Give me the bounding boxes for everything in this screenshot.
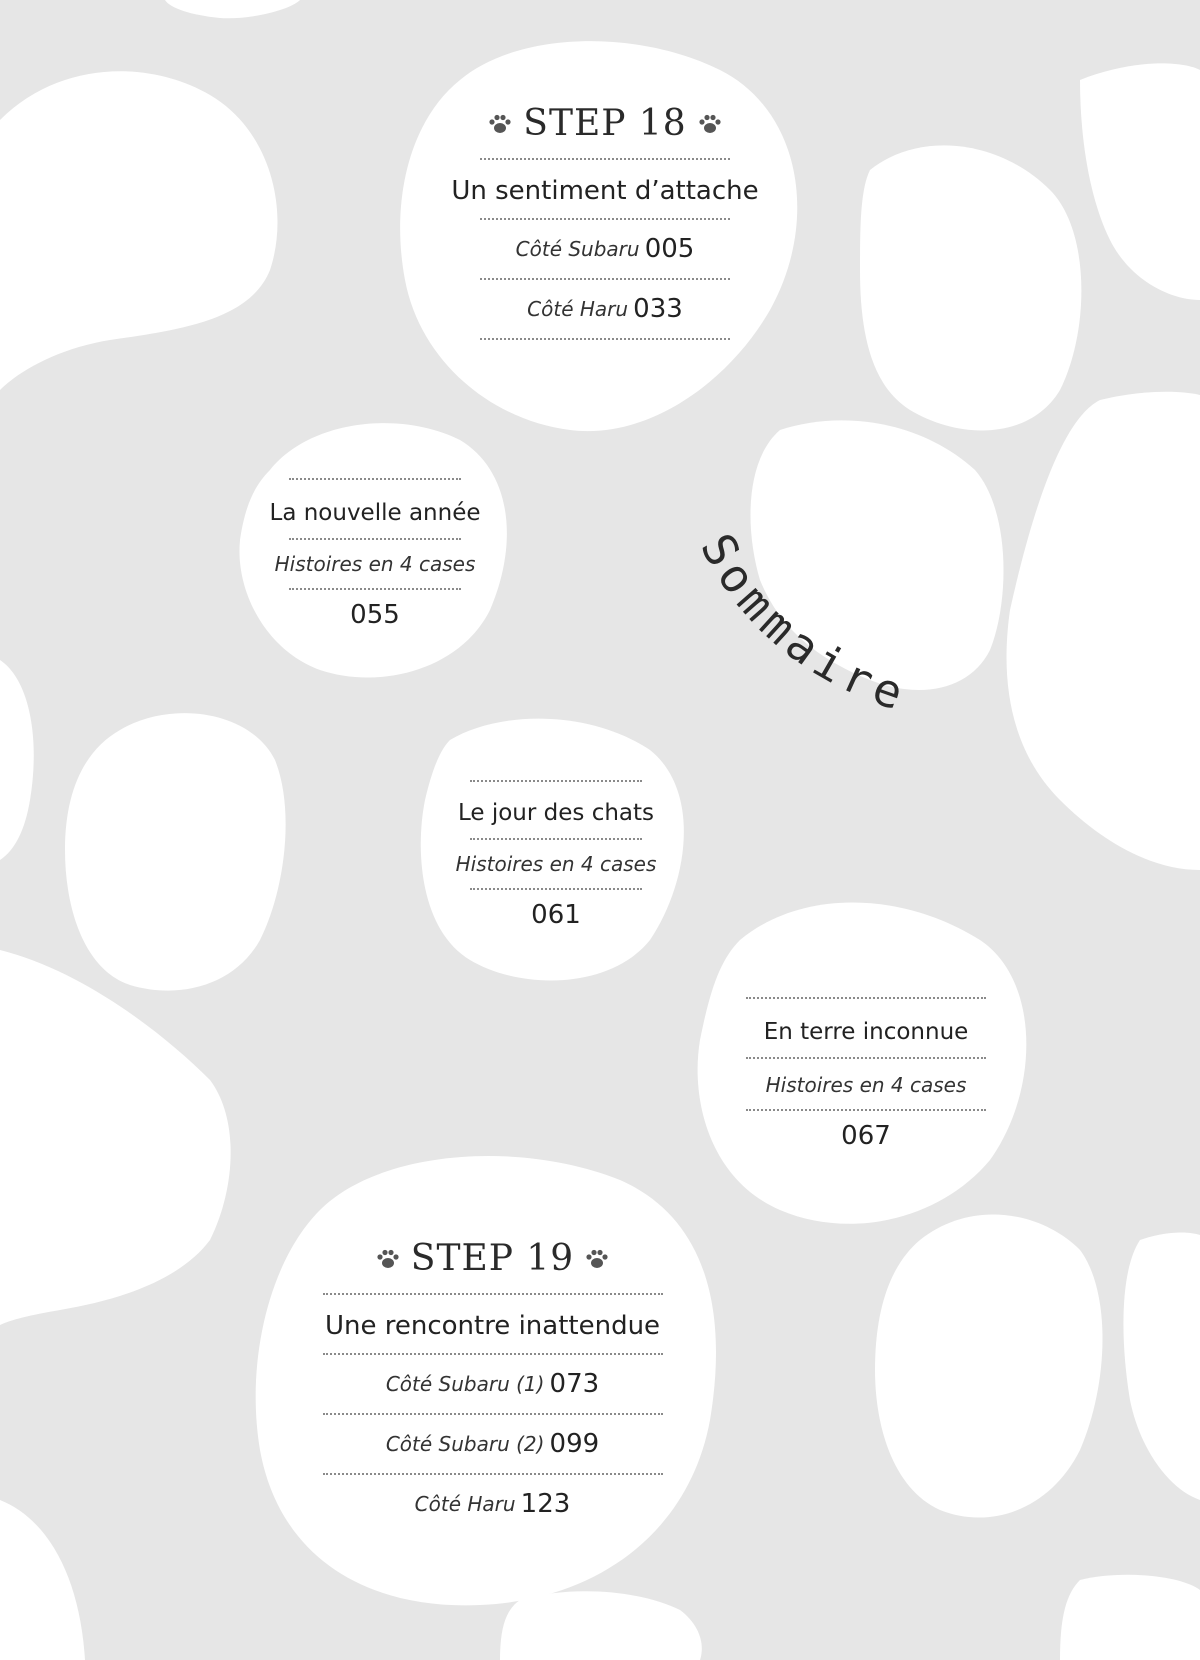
- extra-title: La nouvelle année: [269, 500, 481, 526]
- extra-page: 055: [350, 600, 400, 630]
- entry-label: Côté Haru: [527, 297, 629, 321]
- entry-label: Côté Subaru (2): [385, 1432, 545, 1456]
- toc-entry[interactable]: [300, 1429, 685, 1459]
- dotted-divider: [746, 997, 986, 999]
- step18-label: STEP 18: [523, 103, 687, 144]
- dotted-divider: [323, 1353, 663, 1355]
- dotted-divider: [323, 1293, 663, 1295]
- toc-entry[interactable]: [470, 234, 740, 264]
- extra-label: Histoires en 4 cases: [765, 1073, 967, 1097]
- extra-page: 067: [841, 1121, 891, 1151]
- dotted-divider: [289, 538, 461, 540]
- dotted-divider: [746, 1057, 986, 1059]
- extra-label: Histoires en 4 cases: [274, 552, 476, 576]
- entry-label: Côté Haru: [414, 1492, 516, 1516]
- dotted-divider: [323, 1473, 663, 1475]
- extra-section-2[interactable]: [440, 780, 672, 930]
- dotted-divider: [470, 838, 642, 840]
- paw-print-icon: [697, 111, 723, 137]
- dotted-divider: [289, 478, 461, 480]
- step19-section: [300, 1238, 685, 1519]
- entry-label: Côté Subaru (1): [385, 1372, 545, 1396]
- extra-section-1[interactable]: [255, 478, 495, 630]
- toc-entry[interactable]: [300, 1369, 685, 1399]
- entry-label: Côté Subaru: [515, 237, 640, 261]
- step19-title: Une rencontre inattendue: [324, 1311, 661, 1341]
- sommaire-heading: Sommaire: [690, 524, 916, 723]
- extra-title: Le jour des chats: [457, 800, 655, 826]
- entry-page: 099: [549, 1429, 600, 1459]
- extra-page: 061: [531, 900, 581, 930]
- dotted-divider: [323, 1413, 663, 1415]
- dotted-divider: [480, 218, 730, 220]
- dotted-divider: [480, 338, 730, 340]
- entry-page: 005: [644, 234, 695, 264]
- toc-entry[interactable]: [470, 294, 740, 324]
- entry-page: 123: [520, 1489, 571, 1519]
- dotted-divider: [289, 588, 461, 590]
- paw-print-icon: [584, 1246, 610, 1272]
- entry-page: 073: [549, 1369, 600, 1399]
- dotted-divider: [480, 278, 730, 280]
- dotted-divider: [746, 1109, 986, 1111]
- entry-page: 033: [633, 294, 683, 324]
- step18-section: [451, 103, 759, 340]
- dotted-divider: [470, 888, 642, 890]
- dotted-divider: [480, 158, 730, 160]
- step19-label: STEP 19: [410, 1238, 575, 1279]
- toc-entry[interactable]: [300, 1489, 685, 1519]
- paw-print-icon: [375, 1246, 401, 1272]
- extra-section-3[interactable]: [730, 997, 1002, 1151]
- dotted-divider: [470, 780, 642, 782]
- paw-print-icon: [487, 111, 513, 137]
- step18-title: Un sentiment d’attache: [451, 176, 759, 206]
- extra-label: Histoires en 4 cases: [455, 852, 657, 876]
- extra-title: En terre inconnue: [763, 1019, 969, 1045]
